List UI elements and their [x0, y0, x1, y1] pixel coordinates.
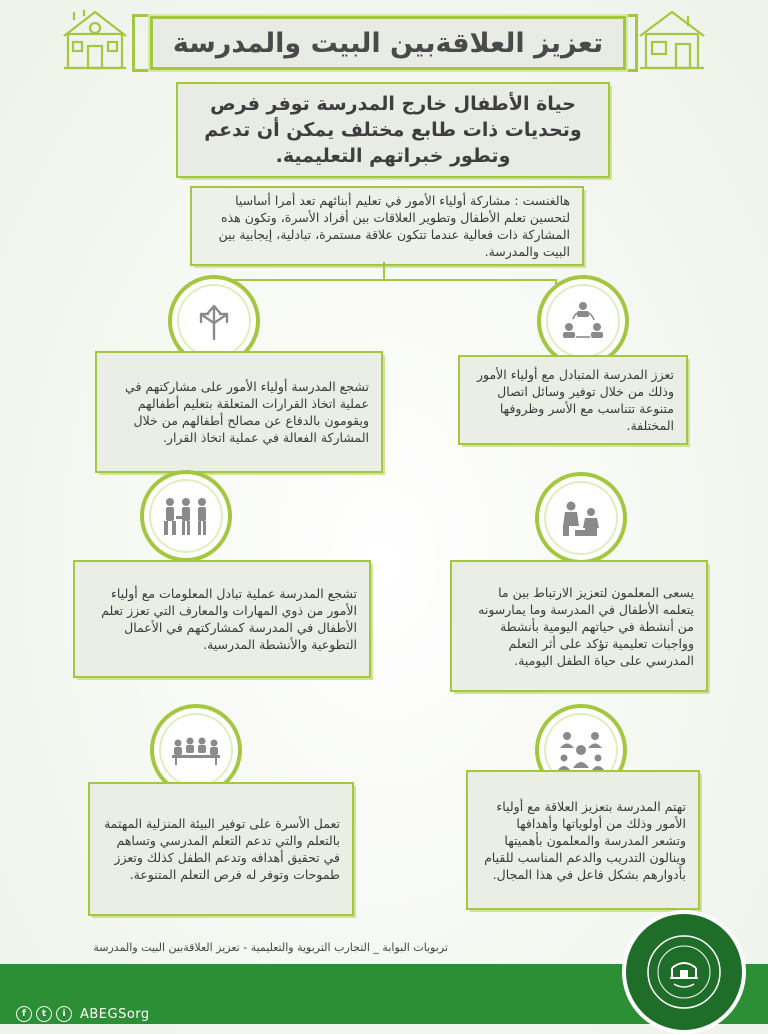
decision-arrows-icon — [194, 301, 234, 341]
info-text-group: تهتم المدرسة بتعزيز العلاقة مع أولياء الأمور وذلك من أولوياتها وأهدافها وتشعر المدرسة والمعلمون بأهميتها وينالون التدريب والدعم المناسب للقيام بأدوارهم بشكل فاعل في هذا المجال. — [484, 798, 686, 882]
info-text-table-family: تعمل الأسرة على توفير البيئة المنزلية المهتمة بالتعلم والتي تدعم التعلم المدرسي وتساهم في تحقيق أهدافه وتدعم الطفل كذلك وتعزز طموحات وتوفر له فرص التعلم المتنوعة. — [104, 816, 340, 882]
exchange-icon — [561, 299, 605, 343]
meeting-icon — [162, 494, 210, 538]
page-title: تعزيز العلاقةبين البيت والمدرسة — [172, 27, 604, 59]
info-text-family-teaching: يسعى المعلمون لتعزيز الارتباط بين ما يتعلمه الأطفال في المدرسة وما يمارسونه من أنشطة في حياتهم اليومية بأنشطة وواجبات تعليمية تؤكد على أثر التعلم المدرسي على حياة الطفل اليومية. — [478, 584, 694, 668]
connector-center — [383, 262, 385, 280]
meeting-icon-circle — [140, 470, 232, 562]
info-box-table-family — [88, 782, 354, 916]
intro-quote: هالغنست : مشاركة أولياء الأمور في تعليم أبنائهم تعد أمرا أساسيا لتحسين تعلم الأطفال وتطوير العلاقات بين أفراد الأسرة، وتكون هذه المشاركة ذات فعالية عندما تتكون علاقة مستمرة، تبادلية، إيجابية بين البيت والمدرسة. — [218, 193, 570, 259]
group-icon — [558, 728, 604, 772]
intro-headline-box — [176, 82, 610, 178]
home-house-icon — [636, 6, 708, 72]
table-family-icon — [171, 735, 221, 765]
exchange-icon-circle — [537, 275, 629, 367]
social-handle[interactable]: ABEGSorg — [80, 1006, 150, 1022]
social-links — [16, 1006, 150, 1022]
abegs-logo — [622, 910, 746, 1034]
family-teaching-icon — [559, 498, 603, 538]
info-text-decision: تشجع المدرسة أولياء الأمور على مشاركتهم في عملية اتخاذ القرارات المتعلقة بتعليم أطفالهم ويقومون بالدفاع عن مصالح أطفالهم من خلال المشاركة الفعالة في عملية اتخاذ القرار. — [125, 379, 369, 445]
intro-quote-box — [190, 186, 584, 266]
abegs-emblem-icon — [644, 932, 724, 1012]
facebook-icon[interactable]: f — [16, 1006, 32, 1022]
title-banner — [150, 16, 626, 70]
family-teaching-icon-circle — [535, 472, 627, 564]
info-box-group — [466, 770, 700, 910]
connector-horizontal — [212, 279, 556, 281]
source-note: تربويات البوابة _ التجارب التربوية والتعليمية - تعزيز العلاقةبين البيت والمدرسة — [93, 941, 448, 954]
info-text-exchange: تعزز المدرسة المتبادل مع أولياء الأمور وذلك من خلال توفير وسائل اتصال متنوعة تتناسب مع الأسر وظروفها المختلفة. — [476, 367, 674, 433]
info-box-decision — [95, 351, 383, 473]
twitter-icon[interactable]: t — [36, 1006, 52, 1022]
info-box-exchange — [458, 355, 688, 445]
instagram-icon[interactable]: i — [56, 1006, 72, 1022]
school-house-icon — [60, 6, 130, 72]
info-box-meeting — [73, 560, 371, 678]
info-text-meeting: تشجع المدرسة عملية تبادل المعلومات مع أولياء الأمور من ذوي المهارات والمعارف التي تعزز تعلم الأطفال في المدرسة كمشاركتهم في الأعمال التطوعية والأنشطة المدرسية. — [101, 586, 357, 652]
intro-headline: حياة الأطفال خارج المدرسة توفر فرص وتحديات ذات طابع مختلف يمكن أن تدعم وتطور خبراتهم التعليمية. — [204, 93, 582, 167]
info-box-family-teaching — [450, 560, 708, 692]
